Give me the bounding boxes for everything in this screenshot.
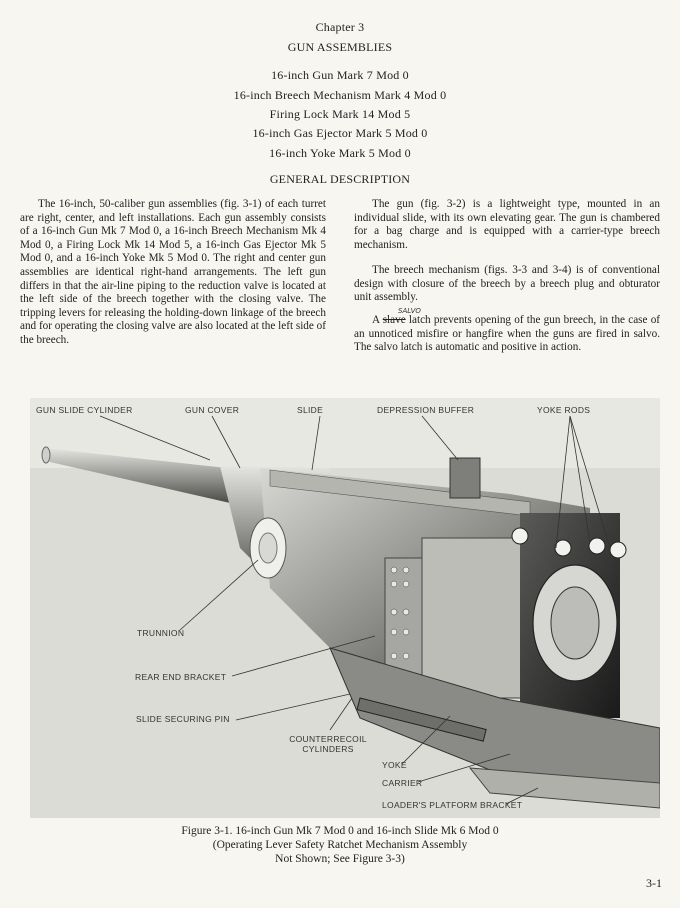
left-paragraph: The 16-inch, 50-caliber gun assemblies (fig. 3-1) of each turret are right, center, and left installations. Each gun assembly consists of a 16-inch Gun Mk 7 Mod 0, a 16-inch Breech Mechanism Mk 4 Mod 0, a Firing Lock Mk 14 Mod 5, a 16-inch Gas Ejector Mk 5 Mod 0, and a 16-inch Yoke Mk 5 Mod 0. The right and center gun assemblies are identical right-hand arrangements. The left gun differs in that the air-line piping to the reduction valve is located at the left side of the breech together with the closing valve. The tripping levers for releasing the holding-down linkage of the breech and for operating the closing valve are also located at the left side of the breech.	[20, 198, 326, 346]
page-number: 3-1	[646, 876, 662, 890]
handwritten-correction: SALVO	[398, 307, 421, 315]
label-depression-buffer: DEPRESSION BUFFER	[377, 405, 475, 415]
label-gun-slide-cylinder: GUN SLIDE CYLINDER	[36, 405, 133, 415]
label-trunnion: TRUNNION	[137, 628, 185, 638]
right-paragraph-1: The gun (fig. 3-2) is a lightweight type, mounted in an individual slide, with its own elevating gear. The gun is chambered for a bag charge and is equipped with a carrier-type breech mechanism.	[354, 198, 660, 251]
gun-assembly-illustration	[30, 398, 660, 818]
chapter-number: Chapter 3	[315, 20, 365, 34]
right-paragraph-3	[354, 314, 660, 355]
label-counterrecoil-cylinders: COUNTERRECOIL CYLINDERS	[289, 734, 367, 754]
label-slide: SLIDE	[297, 405, 324, 415]
assembly-line-2: 16-inch Breech Mechanism Mark 4 Mod 0	[233, 88, 447, 102]
chapter-title: GUN ASSEMBLIES	[287, 40, 393, 54]
struck-word: slave	[382, 314, 406, 326]
label-yoke-rods: YOKE RODS	[537, 405, 591, 415]
caption-line-1: Figure 3-1. 16-inch Gun Mk 7 Mod 0 and 16-inch Slide Mk 6 Mod 0	[181, 825, 499, 837]
assembly-line-1: 16-inch Gun Mark 7 Mod 0	[271, 68, 409, 82]
depression-buffer	[450, 458, 480, 498]
label-carrier: CARRIER	[382, 778, 423, 788]
label-rear-end-bracket: REAR END BRACKET	[135, 672, 227, 682]
label-loaders-platform-bracket: LOADER'S PLATFORM BRACKET	[382, 800, 523, 810]
p3-rest: latch prevents opening of the gun breech, in the case of an unnoticed misfire or hangfire when the guns are fired in salvo. The salvo latch is automatic and positive in action.	[354, 314, 661, 354]
label-slide-securing-pin: SLIDE SECURING PIN	[136, 714, 230, 724]
figure-caption	[0, 824, 680, 866]
assembly-line-5: 16-inch Yoke Mark 5 Mod 0	[269, 146, 411, 160]
assembly-line-4: 16-inch Gas Ejector Mark 5 Mod 0	[252, 126, 428, 140]
caption-line-3: Not Shown; See Figure 3-3)	[275, 853, 405, 865]
caption-line-2: (Operating Lever Safety Ratchet Mechanism Assembly	[212, 839, 468, 851]
side-panel	[422, 538, 522, 698]
label-gun-cover: GUN COVER	[185, 405, 240, 415]
section-heading: GENERAL DESCRIPTION	[269, 172, 411, 186]
label-yoke: YOKE	[382, 760, 407, 770]
figure-3-1	[30, 398, 660, 818]
p3-prefix: A	[372, 314, 380, 326]
assembly-line-3: Firing Lock Mark 14 Mod 5	[269, 107, 411, 121]
right-paragraph-2: The breech mechanism (figs. 3-3 and 3-4) is of conventional design with closure of the breech by a breech plug and obturator unit assembly.	[354, 264, 660, 304]
